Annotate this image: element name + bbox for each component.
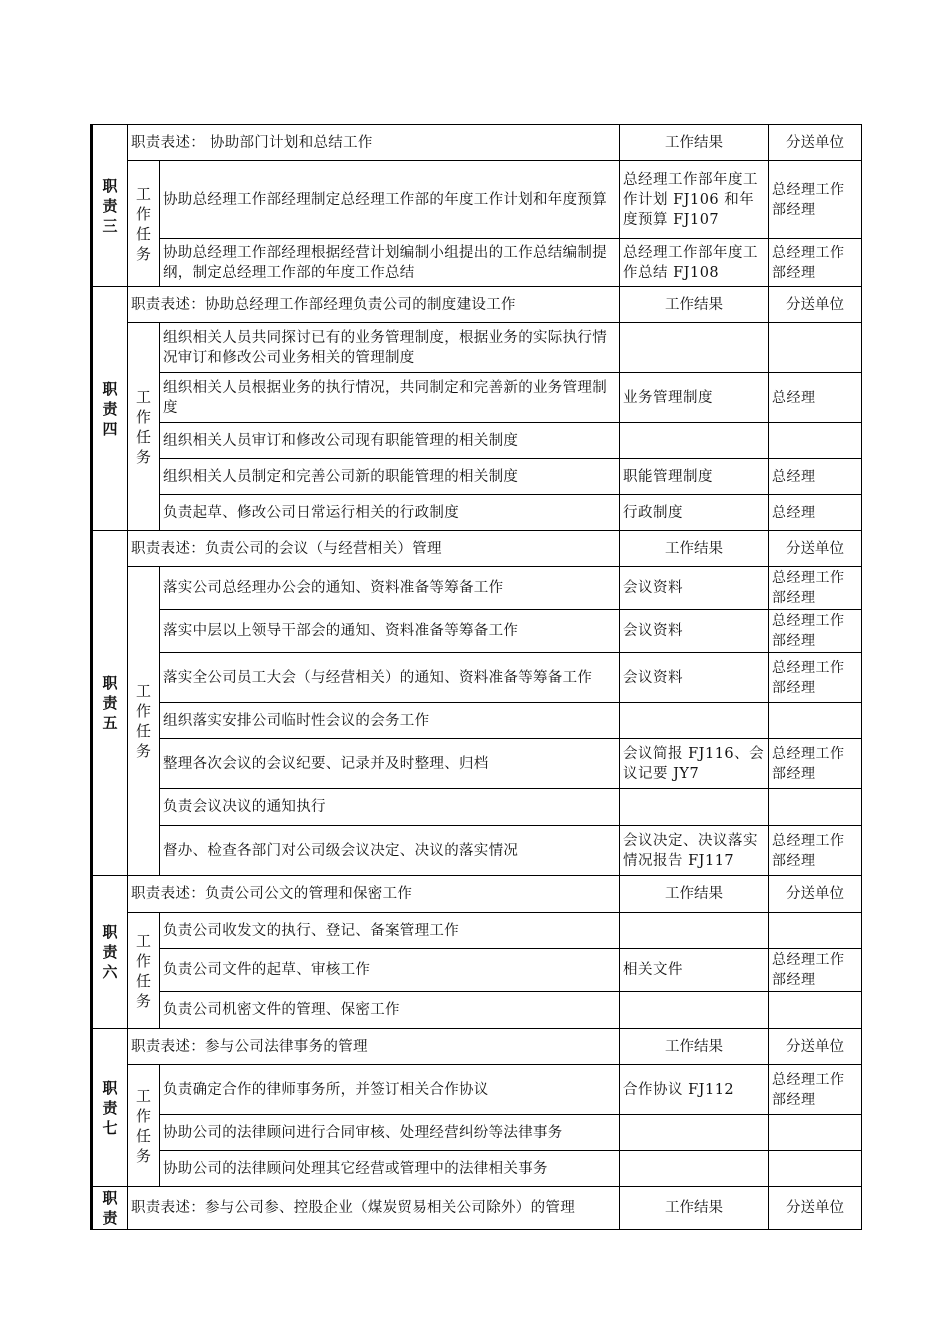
task-row — [92, 567, 862, 610]
task-row — [92, 789, 862, 826]
duty-header-row — [92, 1029, 862, 1065]
task-description: 负责公司文件的起草、审核工作 — [160, 949, 620, 992]
task-description: 协助公司的法律顾问进行合同审核、处理经营纠纷等法律事务 — [160, 1115, 620, 1151]
task-recipient: 总经理工作部经理 — [769, 1065, 862, 1115]
task-description: 组织相关人员审订和修改公司现有职能管理的相关制度 — [160, 423, 620, 459]
task-result: 相关文件 — [620, 949, 769, 992]
task-result: 业务管理制度 — [620, 373, 769, 423]
task-label: 工作任务 — [128, 567, 160, 876]
task-recipient: 总经理工作部经理 — [769, 653, 862, 703]
task-result — [620, 703, 769, 739]
task-description: 组织相关人员共同探讨已有的业务管理制度，根据业务的实际执行情况审订和修改公司业务相关的管理制度 — [160, 323, 620, 373]
task-description: 组织落实安排公司临时性会议的会务工作 — [160, 703, 620, 739]
task-result — [620, 1151, 769, 1187]
recipient-header: 分送单位 — [769, 531, 862, 567]
task-result — [620, 913, 769, 949]
task-recipient: 总经理工作部经理 — [769, 739, 862, 789]
result-header: 工作结果 — [620, 125, 769, 161]
recipient-header: 分送单位 — [769, 287, 862, 323]
task-row — [92, 459, 862, 495]
task-row — [92, 703, 862, 739]
task-description: 落实中层以上领导干部会的通知、资料准备等筹备工作 — [160, 610, 620, 653]
task-result: 会议资料 — [620, 567, 769, 610]
duty-header-row — [92, 531, 862, 567]
duty-header-row — [92, 1187, 862, 1230]
task-recipient: 总经理工作部经理 — [769, 567, 862, 610]
task-label: 工作任务 — [128, 913, 160, 1029]
task-description: 负责会议决议的通知执行 — [160, 789, 620, 826]
task-description: 督办、检查各部门对公司级会议决定、决议的落实情况 — [160, 826, 620, 876]
duty-statement: 职责表述：负责公司的会议（与经营相关）管理 — [128, 531, 620, 567]
task-label: 工作任务 — [128, 161, 160, 287]
duty-label: 职责六 — [92, 876, 128, 1029]
task-description: 负责起草、修改公司日常运行相关的行政制度 — [160, 495, 620, 531]
task-result: 合作协议 FJ112 — [620, 1065, 769, 1115]
duty-statement: 职责表述：负责公司公文的管理和保密工作 — [128, 876, 620, 913]
task-row — [92, 610, 862, 653]
task-result: 会议简报 FJ116、会议记要 JY7 — [620, 739, 769, 789]
task-recipient: 总经理 — [769, 459, 862, 495]
recipient-header: 分送单位 — [769, 1187, 862, 1230]
task-result — [620, 423, 769, 459]
task-description: 协助总经理工作部经理根据经营计划编制小组提出的工作总结编制提纲，制定总经理工作部的年度工作总结 — [160, 239, 620, 287]
task-result — [620, 992, 769, 1029]
task-recipient — [769, 992, 862, 1029]
task-description: 落实公司总经理办公会的通知、资料准备等筹备工作 — [160, 567, 620, 610]
task-row — [92, 1151, 862, 1187]
task-row — [92, 373, 862, 423]
task-recipient — [769, 703, 862, 739]
task-label: 工作任务 — [128, 323, 160, 531]
duty-header-row — [92, 876, 862, 913]
task-label: 工作任务 — [128, 1065, 160, 1187]
task-row — [92, 1115, 862, 1151]
task-recipient: 总经理工作部经理 — [769, 826, 862, 876]
duty-table — [90, 124, 862, 1230]
task-result: 总经理工作部年度工作总结 FJ108 — [620, 239, 769, 287]
task-recipient — [769, 1151, 862, 1187]
task-recipient — [769, 789, 862, 826]
task-row — [92, 161, 862, 239]
task-result — [620, 789, 769, 826]
task-recipient — [769, 423, 862, 459]
task-row — [92, 913, 862, 949]
recipient-header: 分送单位 — [769, 125, 862, 161]
task-recipient: 总经理 — [769, 373, 862, 423]
task-recipient — [769, 323, 862, 373]
duty-label: 职责七 — [92, 1029, 128, 1187]
task-recipient: 总经理工作部经理 — [769, 610, 862, 653]
task-result: 会议决定、决议落实情况报告 FJ117 — [620, 826, 769, 876]
duty-statement: 职责表述：参与公司法律事务的管理 — [128, 1029, 620, 1065]
result-header: 工作结果 — [620, 531, 769, 567]
task-recipient: 总经理工作部经理 — [769, 161, 862, 239]
task-result: 职能管理制度 — [620, 459, 769, 495]
task-description: 协助公司的法律顾问处理其它经营或管理中的法律相关事务 — [160, 1151, 620, 1187]
duty-header-row — [92, 287, 862, 323]
duty-label: 职责四 — [92, 287, 128, 531]
task-description: 落实全公司员工大会（与经营相关）的通知、资料准备等筹备工作 — [160, 653, 620, 703]
task-recipient: 总经理工作部经理 — [769, 239, 862, 287]
duty-label: 职责 — [92, 1187, 128, 1230]
task-recipient: 总经理工作部经理 — [769, 949, 862, 992]
recipient-header: 分送单位 — [769, 1029, 862, 1065]
task-recipient — [769, 913, 862, 949]
task-result: 会议资料 — [620, 610, 769, 653]
task-description: 协助总经理工作部经理制定总经理工作部的年度工作计划和年度预算 — [160, 161, 620, 239]
task-description: 整理各次会议的会议纪要、记录并及时整理、归档 — [160, 739, 620, 789]
result-header: 工作结果 — [620, 1029, 769, 1065]
task-result: 总经理工作部年度工作计划 FJ106 和年度预算 FJ107 — [620, 161, 769, 239]
result-header: 工作结果 — [620, 1187, 769, 1230]
duty-label: 职责三 — [92, 125, 128, 287]
task-row — [92, 739, 862, 789]
duty-statement: 职责表述：协助总经理工作部经理负责公司的制度建设工作 — [128, 287, 620, 323]
recipient-header: 分送单位 — [769, 876, 862, 913]
task-description: 负责公司机密文件的管理、保密工作 — [160, 992, 620, 1029]
duty-table-body — [92, 125, 862, 1230]
task-row — [92, 949, 862, 992]
duty-header-row — [92, 125, 862, 161]
task-recipient — [769, 1115, 862, 1151]
task-result: 会议资料 — [620, 653, 769, 703]
task-row — [92, 239, 862, 287]
task-description: 组织相关人员制定和完善公司新的职能管理的相关制度 — [160, 459, 620, 495]
duty-statement: 职责表述：参与公司参、控股企业（煤炭贸易相关公司除外）的管理 — [128, 1187, 620, 1230]
task-row — [92, 826, 862, 876]
task-row — [92, 653, 862, 703]
task-recipient: 总经理 — [769, 495, 862, 531]
task-result: 行政制度 — [620, 495, 769, 531]
result-header: 工作结果 — [620, 876, 769, 913]
task-row — [92, 1065, 862, 1115]
duty-label: 职责五 — [92, 531, 128, 876]
task-row — [92, 992, 862, 1029]
task-result — [620, 323, 769, 373]
task-description: 负责确定合作的律师事务所，并签订相关合作协议 — [160, 1065, 620, 1115]
duty-statement: 职责表述： 协助部门计划和总结工作 — [128, 125, 620, 161]
task-row — [92, 323, 862, 373]
task-result — [620, 1115, 769, 1151]
result-header: 工作结果 — [620, 287, 769, 323]
task-row — [92, 423, 862, 459]
task-description: 负责公司收发文的执行、登记、备案管理工作 — [160, 913, 620, 949]
task-row — [92, 495, 862, 531]
task-description: 组织相关人员根据业务的执行情况，共同制定和完善新的业务管理制度 — [160, 373, 620, 423]
